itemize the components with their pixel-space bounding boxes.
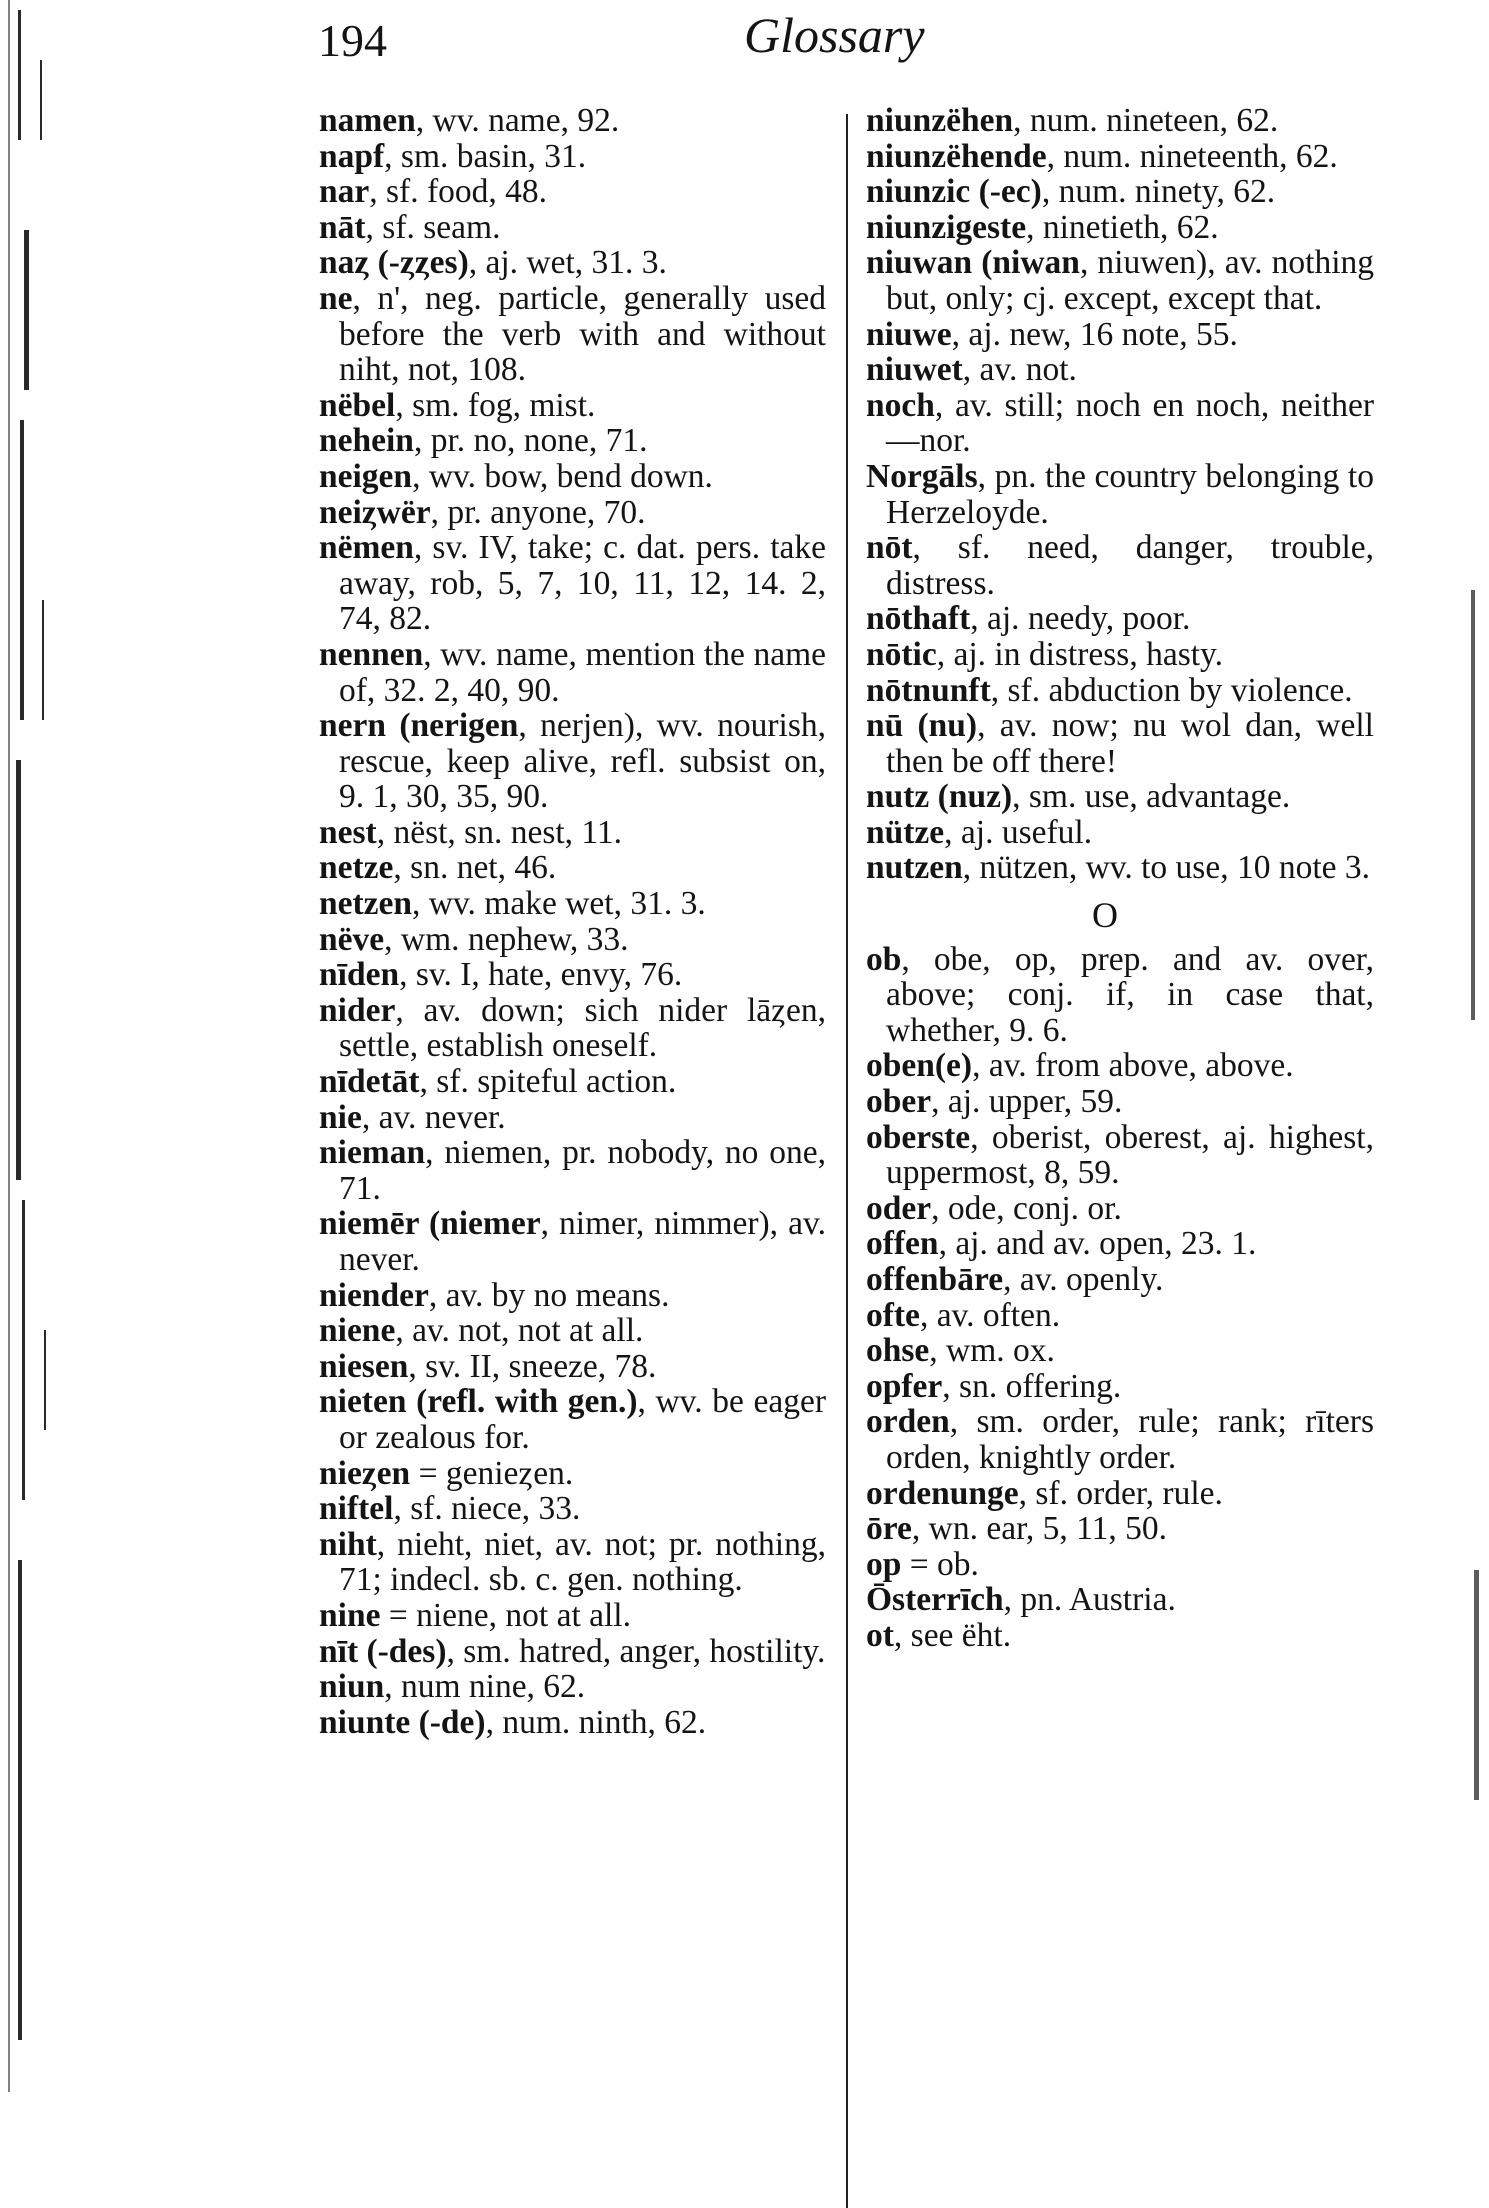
glossary-entry: nieman, niemen, pr. nobody, no one, 71. <box>319 1134 826 1207</box>
page-edge-marks <box>1449 0 1489 2092</box>
glossary-entry: ofte, av. often. <box>866 1296 1061 1334</box>
glossary-entry: nest, nëst, sn. nest, 11. <box>319 813 623 851</box>
glossary-entry: niunzic (-ec), num. ninety, 62. <box>866 173 1276 211</box>
glossary-entry: ne, n', neg. particle, generally used before the verb with and without niht, not, 108. <box>319 279 826 389</box>
glossary-entry: oberste, oberist, oberest, aj. highest, uppermost, 8, 59. <box>866 1118 1374 1192</box>
glossary-entry: niunzëhende, num. nineteenth, 62. <box>866 137 1338 175</box>
glossary-entry: oder, ode, conj. or. <box>866 1189 1122 1227</box>
glossary-entry: nieten (refl. with gen.), wv. be eager or zealous for. <box>319 1383 826 1456</box>
glossary-entry: napf, sm. basin, 31. <box>319 137 587 175</box>
glossary-entry: nū (nu), av. now; nu wol dan, well then be off there! <box>866 707 1374 780</box>
glossary-entry: nëbel, sm. fog, mist. <box>319 386 596 424</box>
glossary-entry: ot, see ëht. <box>866 1616 1012 1654</box>
column-divider <box>846 114 848 2208</box>
glossary-entry: nern (nerigen, nerjen), wv. nourish, rescue, keep alive, refl. subsist on, 9. 1, 30, 35, 90. <box>319 707 826 816</box>
glossary-entry: ob, obe, op, prep. and av. over, above; conj. if, in case that, whether, 9. 6. <box>866 940 1374 1049</box>
glossary-entry: niunzigeste, ninetieth, 62. <box>866 208 1219 246</box>
glossary-entry: nīden, sv. I, hate, envy, 76. <box>319 956 683 994</box>
section-letter-o: O <box>1092 895 1118 936</box>
glossary-entry: niht, nieht, niet, av. not; pr. nothing, 71; indecl. sb. c. gen. nothing. <box>319 1525 826 1599</box>
glossary-entry: naȥ (-ȥȥes), aj. wet, 31. 3. <box>319 244 667 282</box>
glossary-entry: nōtnunft, sf. abduction by violence. <box>866 671 1353 709</box>
glossary-entry: orden, sm. order, rule; rank; rīters orden, knightly order. <box>866 1403 1374 1476</box>
glossary-entry: niun, num nine, 62. <box>319 1668 586 1706</box>
glossary-entry: nīdetāt, sf. spiteful action. <box>319 1063 677 1101</box>
glossary-entry: nar, sf. food, 48. <box>319 173 547 211</box>
glossary-entry: neiȥwër, pr. anyone, 70. <box>319 493 646 531</box>
running-title: Glossary <box>744 7 925 63</box>
glossary-entry: niender, av. by no means. <box>319 1276 670 1314</box>
glossary-entry: nōtic, aj. in distress, hasty. <box>866 635 1223 673</box>
glossary-entry: nider, av. down; sich nider lāȥen, settle, establish oneself. <box>319 991 826 1065</box>
glossary-entry: Ōsterrīch, pn. Austria. <box>866 1581 1176 1619</box>
glossary-entry: nëmen, sv. IV, take; c. dat. pers. take away, rob, 5, 7, 10, 11, 12, 14. 2, 74, 82. <box>319 529 826 638</box>
glossary-entry: netzen, wv. make wet, 31. 3. <box>319 885 706 923</box>
glossary-entry: niesen, sv. II, sneeze, 78. <box>319 1347 657 1385</box>
glossary-entry: nutzen, nützen, wv. to use, 10 note 3. <box>866 849 1370 887</box>
glossary-entry: offen, aj. and av. open, 23. 1. <box>866 1225 1257 1263</box>
entries-n-continued <box>866 103 1374 886</box>
glossary-entry: neigen, wv. bow, bend down. <box>319 457 713 495</box>
glossary-entry: ōre, wn. ear, 5, 11, 50. <box>866 1510 1168 1548</box>
glossary-entry: niftel, sf. niece, 33. <box>319 1490 581 1528</box>
glossary-entry: niuwe, aj. new, 16 note, 55. <box>866 315 1238 353</box>
glossary-entry: ordenunge, sf. order, rule. <box>866 1474 1223 1512</box>
glossary-entry: ober, aj. upper, 59. <box>866 1083 1123 1121</box>
glossary-entry: noch, av. still; noch en noch, neither—nor. <box>866 386 1374 460</box>
left-column <box>319 103 826 1740</box>
glossary-entry: nëve, wm. nephew, 33. <box>319 920 629 958</box>
glossary-entry: niemēr (niemer, nimer, nimmer), av. never. <box>319 1205 826 1278</box>
glossary-entry: niene, av. not, not at all. <box>319 1312 644 1350</box>
glossary-entry: opfer, sn. offering. <box>866 1367 1122 1405</box>
glossary-entry: nieȥen = genieȥen. <box>319 1454 574 1492</box>
glossary-entry: nennen, wv. name, mention the name of, 32. 2, 40, 90. <box>319 635 826 709</box>
glossary-entry: nutz (nuz), sm. use, advantage. <box>866 778 1291 816</box>
binding-gutter-shadow <box>0 0 70 2092</box>
glossary-entry: niuwet, av. not. <box>866 351 1077 389</box>
glossary-entry: niunte (-de), num. ninth, 62. <box>319 1703 707 1741</box>
glossary-entry: nie, av. never. <box>319 1098 506 1136</box>
glossary-entry: nōthaft, aj. needy, poor. <box>866 600 1191 638</box>
glossary-entry: nütze, aj. useful. <box>866 813 1093 851</box>
entries-o <box>866 942 1374 1654</box>
glossary-entry: niuwan (niwan, niuwen), av. nothing but, only; cj. except, except that. <box>866 244 1374 317</box>
page-number: 194 <box>318 15 387 66</box>
glossary-entry: op = ob. <box>866 1545 979 1583</box>
glossary-entry: nīt (-des), sm. hatred, anger, hostility. <box>319 1632 826 1670</box>
glossary-entry: nehein, pr. no, none, 71. <box>319 422 648 460</box>
glossary-entry: nōt, sf. need, danger, trouble, distress. <box>866 529 1374 602</box>
right-column <box>866 103 1374 1654</box>
glossary-entry: netze, sn. net, 46. <box>319 849 557 887</box>
glossary-entry: ohse, wm. ox. <box>866 1332 1055 1370</box>
glossary-entry: offenbāre, av. openly. <box>866 1261 1164 1298</box>
glossary-entry: oben(e), av. from above, above. <box>866 1047 1294 1085</box>
glossary-entry: Norgāls, pn. the country belonging to Herzeloyde. <box>866 457 1374 531</box>
glossary-entry: namen, wv. name, 92. <box>319 102 620 139</box>
glossary-entry: nāt, sf. seam. <box>319 208 501 246</box>
glossary-entry: nine = niene, not at all. <box>319 1596 631 1634</box>
glossary-entry: niunzëhen, num. nineteen, 62. <box>866 102 1279 139</box>
